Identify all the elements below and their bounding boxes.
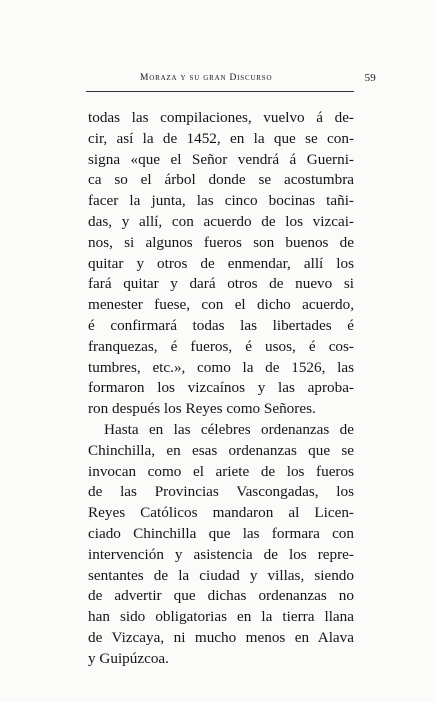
page-header — [140, 73, 376, 87]
text-line: cir, así la de 1452, en la que se con- — [88, 129, 354, 147]
text-line: das, y allí, con acuerdo de los vizcai- — [88, 212, 354, 230]
text-line: franquezas, é fueros, é usos, é cos- — [88, 337, 354, 355]
text-line: tumbres, etc.», como la de 1526, las — [88, 358, 354, 376]
text-line: de advertir que dichas ordenanzas no — [88, 587, 354, 605]
text-line: quitar y otros de enmendar, allí los — [88, 254, 354, 272]
text-line: menester fuese, con el dicho acuerdo, — [88, 296, 354, 314]
text-line: de las Provincias Vascongadas, los — [88, 483, 354, 501]
text-line: de Vizcaya, ni mucho menos en Alava — [88, 628, 354, 646]
text-line: ron después los Reyes como Señores. — [88, 400, 316, 418]
text-line: Chinchilla, en esas ordenanzas que se — [88, 441, 354, 459]
text-line: formaron los vizcaínos y las aproba- — [88, 379, 354, 397]
text-line: signa «que el Señor vendrá á Guerni- — [88, 150, 354, 168]
text-line: facer la junta, las cinco bocinas tañi- — [88, 192, 354, 210]
page-number: 59 — [364, 72, 376, 84]
body-text — [88, 108, 354, 670]
header-rule — [86, 91, 354, 92]
text-line: han sido obligatorias en la tierra llana — [88, 608, 354, 626]
text-line: nos, si algunos fueros son buenos de — [88, 233, 354, 251]
text-line: fará quitar y dará otros de nuevo si — [88, 275, 354, 293]
running-head: Moraza y su gran Discurso — [140, 73, 273, 83]
text-line: y Guipúzcoa. — [88, 649, 169, 667]
text-line: ca so el árbol donde se acostumbra — [88, 171, 354, 189]
text-line: intervención y asistencia de los repre- — [88, 545, 354, 563]
text-line: ciado Chinchilla que las formara con — [88, 524, 354, 542]
text-line: todas las compilaciones, vuelvo á de- — [88, 109, 354, 126]
paragraph-first-line: Hasta en las célebres ordenanzas de — [104, 420, 354, 438]
text-line: Reyes Católicos mandaron al Licen- — [88, 504, 354, 522]
text-line: sentantes de la ciudad y villas, siendo — [88, 566, 354, 584]
text-line: é confirmará todas las libertades é — [88, 316, 354, 334]
text-line: invocan como el ariete de los fueros — [88, 462, 354, 480]
